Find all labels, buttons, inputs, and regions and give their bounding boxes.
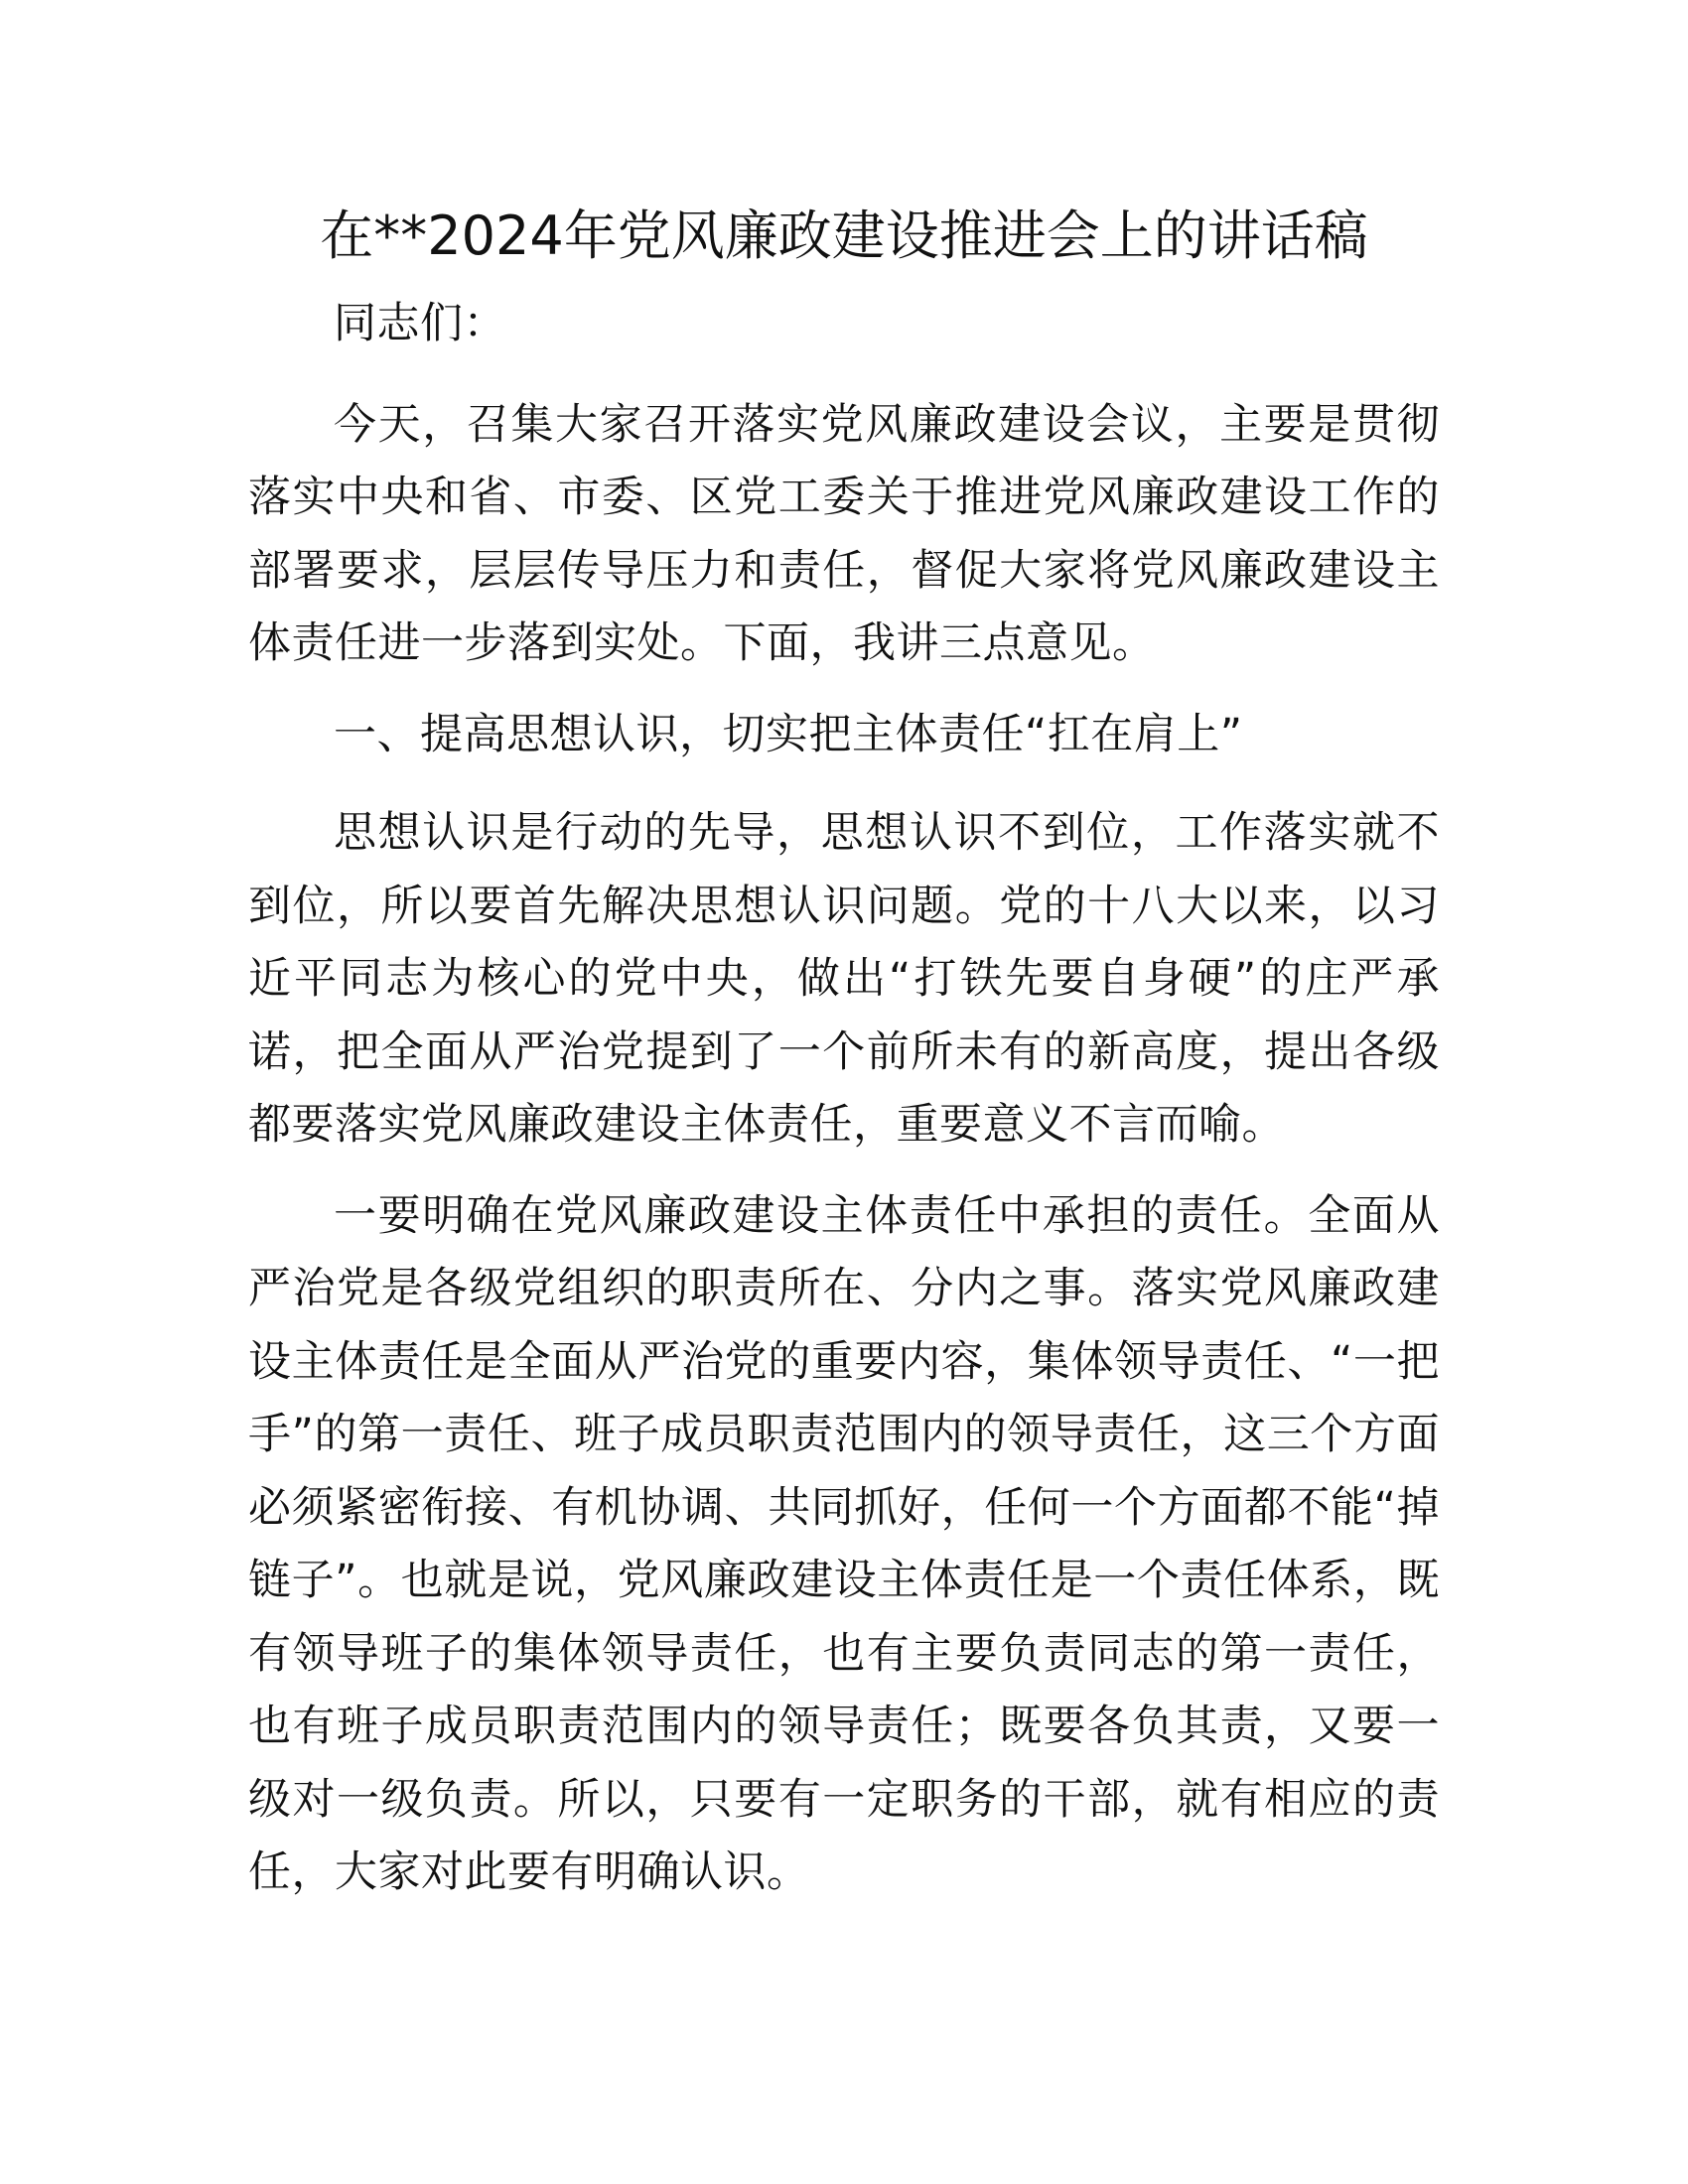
paragraph-thinking: 思想认识是行动的先导，思想认识不到位，工作落实就不到位，所以要首先解决思想认识问题。党的十八大以来，以习近平同志为核心的党中央，做出“打铁先要自身硬”的庄严承诺，把全面从严治党提到了一个前所未有的新高度，提出各级都要落实党风廉政建设主体责任，重要意义不言而喻。 <box>248 808 1440 1150</box>
paragraph-responsibility: 一要明确在党风廉政建设主体责任中承担的责任。全面从严治党是各级党组织的职责所在、分内之事。落实党风廉政建设主体责任是全面从严治党的重要内容，集体领导责任、“一把手”的第一责任、班子成员职责范围内的领导责任，这三个方面必须紧密衔接、有机协调、共同抓好，任何一个方面都不能“掉链子”。也就是说，党风廉政建设主体责任是一个责任体系，既有领导班子的集体领导责任，也有主要负责同志的第一责任，也有班子成员职责范围内的领导责任；既要各负其责，又要一级对一级负责。所以，只要有一定职务的干部，就有相应的责任，大家对此要有明确认识。 <box>248 1190 1440 1897</box>
salutation: 同志们： <box>334 299 506 348</box>
section-heading-1: 一、提高思想认识，切实把主体责任“扛在肩上” <box>334 709 1243 759</box>
document-title: 在**2024年党风廉政建设推进会上的讲话稿 <box>320 205 1368 267</box>
document-page <box>248 199 1440 1928</box>
paragraph-intro: 今天，召集大家召开落实党风廉政建设会议，主要是贯彻落实中央和省、市委、区党工委关于推进党风廉政建设工作的部署要求，层层传导压力和责任，督促大家将党风廉政建设主体责任进一步落到实处。下面，我讲三点意见。 <box>248 399 1440 668</box>
